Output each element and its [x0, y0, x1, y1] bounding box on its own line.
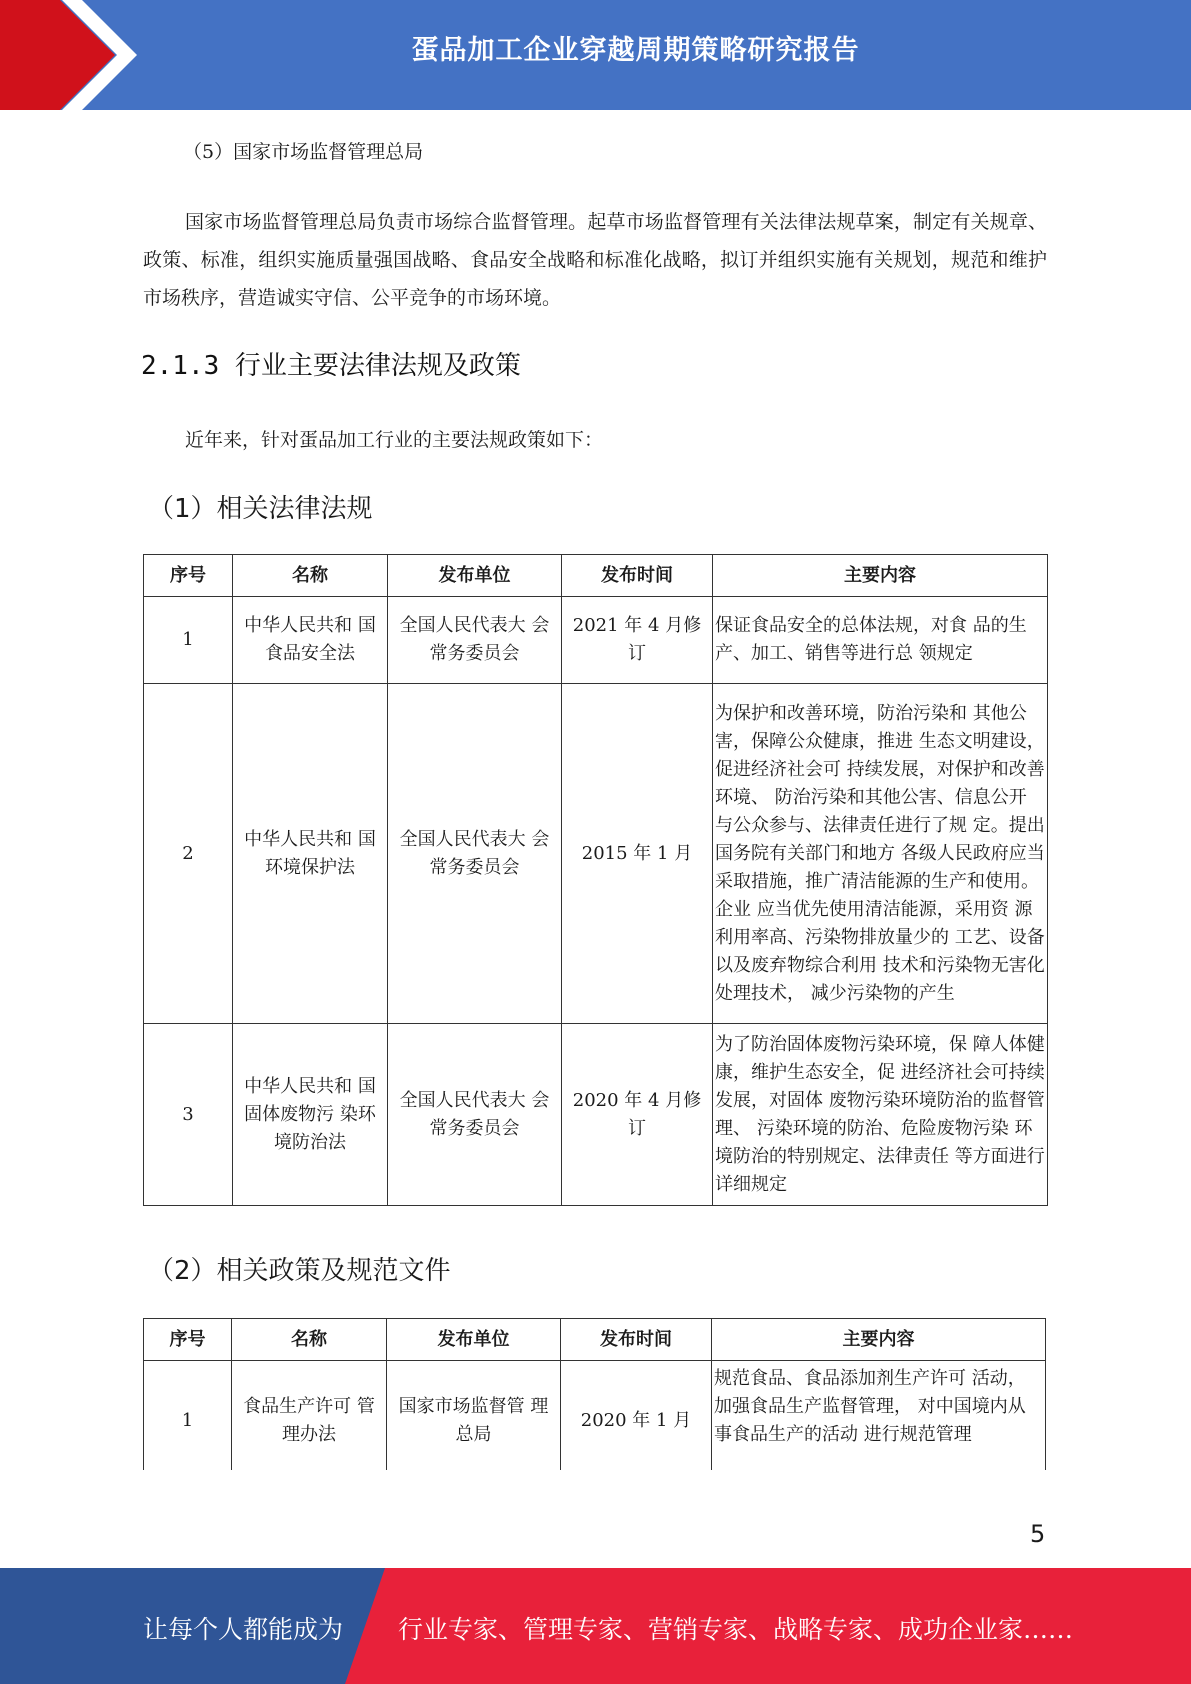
footer-slogan-left: 让每个人都能成为 — [143, 1615, 344, 1644]
laws-heading: （1）相关法律法规 — [148, 494, 373, 524]
section-2-1-3-intro: 近年来，针对蛋品加工行业的主要法规政策如下： — [185, 429, 604, 451]
cell-content: 为了防治固体废物污染环境，保 障人体健康，维护生态安全，促 进经济社会可持续发展，对固体 废物污染环境防治的监督管理、 污染环境的防治、危险废物污染 环境防治的特别规定、法律责任 等方面进行详细规定 — [713, 1024, 1048, 1206]
report-title: 蛋品加工企业穿越周期策略研究报告 — [411, 35, 860, 66]
section-5-title: （5）国家市场监督管理总局 — [183, 141, 424, 163]
footer-slogan-right: 行业专家、管理专家、营销专家、战略专家、成功企业家…… — [398, 1615, 1074, 1644]
cell-name: 中华人民共和 国环境保护法 — [233, 684, 388, 1024]
page-footer — [0, 1568, 1191, 1684]
cell-index: 2 — [144, 684, 233, 1024]
col-header-index: 序号 — [144, 1319, 232, 1361]
cell-date: 2021 年 4 月修订 — [562, 597, 713, 684]
col-header-date: 发布时间 — [562, 555, 713, 597]
col-header-content: 主要内容 — [712, 1319, 1046, 1361]
col-header-issuer: 发布单位 — [387, 1319, 561, 1361]
cell-date: 2020 年 4 月修订 — [562, 1024, 713, 1206]
col-header-date: 发布时间 — [561, 1319, 712, 1361]
cell-issuer: 全国人民代表大 会常务委员会 — [388, 1024, 562, 1206]
col-header-index: 序号 — [144, 555, 233, 597]
page-number: 5 — [1030, 1520, 1046, 1548]
policies-table — [143, 1318, 1046, 1470]
cell-date: 2015 年 1 月 — [562, 684, 713, 1024]
col-header-issuer: 发布单位 — [388, 555, 562, 597]
col-header-name: 名称 — [233, 555, 388, 597]
col-header-name: 名称 — [232, 1319, 387, 1361]
cell-date: 2020 年 1 月 — [561, 1361, 712, 1471]
cell-issuer: 国家市场监督管 理总局 — [387, 1361, 561, 1471]
cell-content: 规范食品、食品添加剂生产许可 活动，加强食品生产监督管理， 对中国境内从事食品生产的活动 进行规范管理 — [712, 1361, 1046, 1471]
cell-content: 保证食品安全的总体法规，对食 品的生产、加工、销售等进行总 领规定 — [713, 597, 1048, 684]
cell-name: 中华人民共和 国食品安全法 — [233, 597, 388, 684]
section-2-1-3-heading: 2.1.3 行业主要法律法规及政策 — [141, 351, 521, 381]
cell-name: 中华人民共和 国固体废物污 染环境防治法 — [233, 1024, 388, 1206]
policies-heading: （2）相关政策及规范文件 — [148, 1256, 451, 1286]
cell-index: 1 — [144, 597, 233, 684]
cell-issuer: 全国人民代表大 会常务委员会 — [388, 684, 562, 1024]
cell-name: 食品生产许可 管理办法 — [232, 1361, 387, 1471]
cell-issuer: 全国人民代表大 会常务委员会 — [388, 597, 562, 684]
cell-index: 1 — [144, 1361, 232, 1471]
col-header-content: 主要内容 — [713, 555, 1048, 597]
table-header-row — [144, 1319, 1046, 1361]
table-row — [144, 1361, 1046, 1471]
cell-index: 3 — [144, 1024, 233, 1206]
section-5-body: 国家市场监督管理总局负责市场综合监督管理。起草市场监督管理有关法律法规草案，制定有关规章、政策、标准，组织实施质量强国战略、食品安全战略和标准化战略，拟订并组织实施有关规划，规范和维护市场秩序，营造诚实守信、公平竞争的市场环境。 — [143, 211, 1047, 309]
cell-content: 为保护和改善环境，防治污染和 其他公害，保障公众健康，推进 生态文明建设，促进经济社会可 持续发展，对保护和改善环境、 防治污染和其他公害、信息公开 与公众参与、法律责任进行了规 定。提出国务院有关部门和地方 各级人民政府应当采取措施，推广清洁能源的生产和使用。企业 应当优先使用清洁能源，采用资 源利用率高、污染物排放量少的 工艺、设备以及废弃物综合利用 技术和污染物无害化处理技术， 减少污染物的产生 — [713, 684, 1048, 1024]
